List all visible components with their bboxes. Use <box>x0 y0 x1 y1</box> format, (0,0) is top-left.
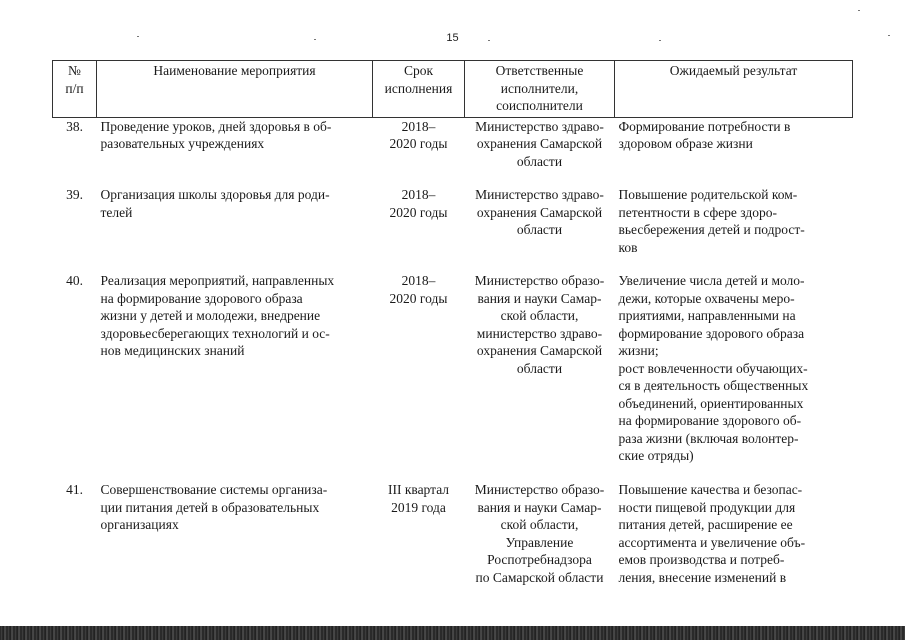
scan-speck <box>888 35 890 36</box>
scan-edge-strip <box>0 626 905 640</box>
table-row <box>53 186 853 272</box>
responsible: Министерство образо- вания и науки Самар- ской области, министерство здраво- охранения Самарской области <box>474 273 605 376</box>
expected-result: Формирование потребности в здоровом образе жизни <box>618 118 791 151</box>
measure-name: Реализация мероприятий, направленных на формирование здорового образа жизни у детей и молодежи, внедрение здоровьесберегающих технологий и ос- нов медицинских знаний <box>100 273 335 358</box>
table-header-row <box>53 61 853 118</box>
scan-speck <box>488 40 490 41</box>
expected-result: Повышение качества и безопас- ности пищевой продукции для питания детей, расширение ее ассортимента и увеличение объ- емов производства и потреб- ления, внесение изменений в <box>618 482 806 585</box>
scan-speck <box>137 36 139 37</box>
responsible: Министерство здраво- охранения Самарской области <box>475 118 604 169</box>
expected-result: Повышение родительской ком- петентности в сфере здоро- вьесбережения детей и подрост- ков <box>618 187 805 255</box>
scan-speck <box>858 10 860 11</box>
deadline: 2018– 2020 годы <box>389 118 448 151</box>
row-number: 40. <box>66 273 83 288</box>
measure-name: Совершенствование системы организа- ции питания детей в образовательных организациях <box>100 482 328 532</box>
deadline: 2018– 2020 годы <box>389 273 448 306</box>
row-number: 39. <box>66 187 83 202</box>
responsible: Министерство образо- вания и науки Самар- ской области, Управление Роспотребнадзора по Самарской области <box>474 482 605 585</box>
header-term: Срок исполнения <box>373 61 465 118</box>
page-number: 15 <box>446 32 459 44</box>
scan-speck <box>659 40 661 41</box>
header-responsible: Ответственные исполнители, соисполнители <box>465 61 615 118</box>
header-num: № п/п <box>53 61 97 118</box>
header-result: Ожидаемый результат <box>615 61 853 118</box>
row-number: 38. <box>66 118 83 134</box>
table-row <box>53 117 853 186</box>
table-row <box>53 272 853 481</box>
measure-name: Проведение уроков, дней здоровья в об- разовательных учреждениях <box>100 118 332 151</box>
scan-speck <box>314 39 316 40</box>
deadline: III квартал 2019 года <box>387 482 450 515</box>
responsible: Министерство здраво- охранения Самарской области <box>475 187 604 237</box>
measures-table <box>52 60 853 586</box>
table-row <box>53 481 853 586</box>
measure-name: Организация школы здоровья для роди- телей <box>100 187 330 220</box>
row-number: 41. <box>66 482 83 497</box>
deadline: 2018– 2020 годы <box>389 187 448 220</box>
header-name: Наименование мероприятия <box>97 61 373 118</box>
expected-result: Увеличение числа детей и моло- дежи, которые охвачены меро- приятиями, направленными на формирование здорового образа жизни; рост вовлеченности обучающих- ся в деятельность общественных объединений, ориентированных на формирование здорового об- раза жизни (включая волонтер- ские отряды) <box>618 273 809 463</box>
